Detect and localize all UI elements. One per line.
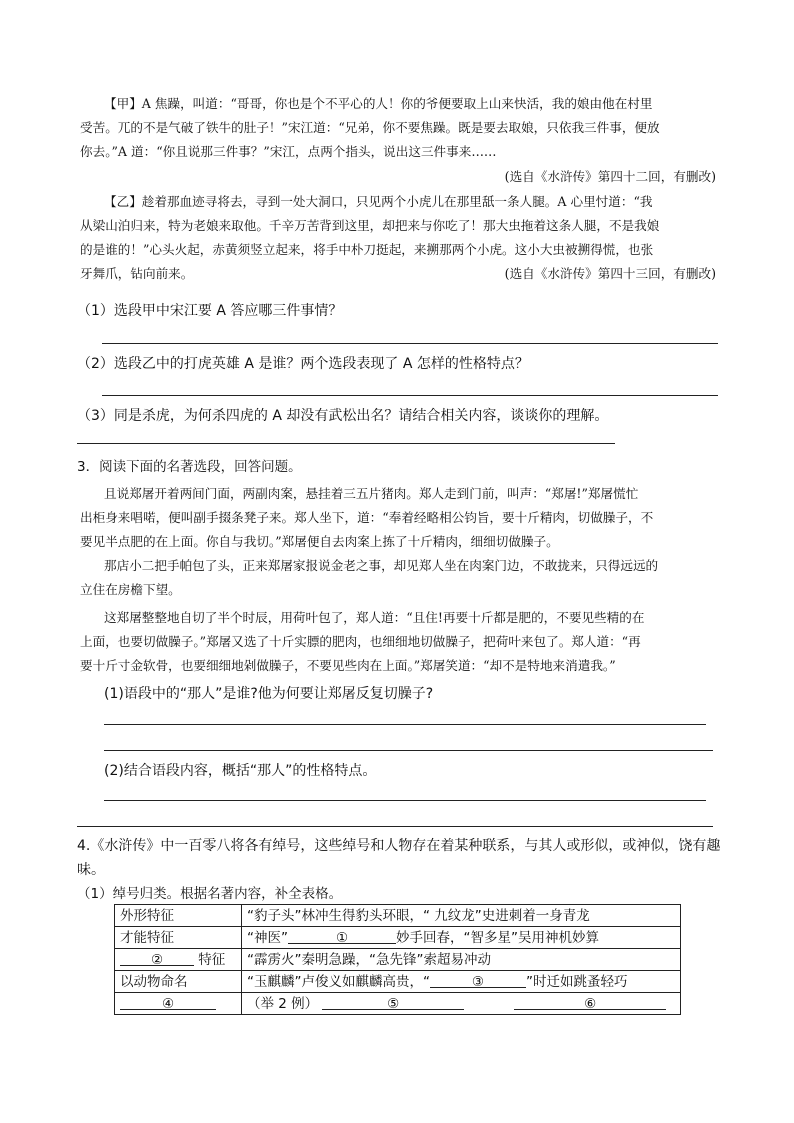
sec4-subquestion: （1）绰号归类。根据名著内容，补全表格。 [77, 886, 343, 902]
category-cell: 才能特征 [115, 927, 242, 949]
category-cell [115, 993, 242, 1015]
answer-line[interactable] [102, 343, 718, 344]
fill-blank-1[interactable] [288, 929, 396, 944]
blank-number: ③ [471, 973, 485, 990]
cell-text: （举 2 例） [247, 995, 319, 1012]
category-cell [115, 949, 242, 971]
cell-text: 妙手回春，“智多星”吴用神机妙算 [396, 929, 599, 946]
jia-line-2: 受苦。兀的不是气破了铁牛的肚子！”宋江道：“兄弟，你不要焦躁。既是要去取娘，只依我三件事，便放 [80, 120, 660, 135]
answer-line[interactable] [77, 826, 713, 827]
yi-source: (选自《水浒传》第四十三回，有删改) [504, 266, 716, 281]
example-cell [242, 971, 681, 993]
answer-line[interactable] [104, 800, 706, 801]
sec3-p3-line-3: 要十斤寸金软骨，也要细细地剁做臊子，不要见些肉在上面。”郑屠笑道：“却不是特地来消遣我。” [80, 658, 616, 673]
fill-blank-4[interactable] [120, 995, 216, 1010]
yi-line-2: 从梁山泊归来，特为老娘来取他。千辛万苦背到这里，却把来与你吃了！那大虫拖着这条人腿，不是我娘 [80, 218, 660, 233]
cell-text: 特征 [198, 951, 226, 968]
category-cell: 以动物命名 [115, 971, 242, 993]
sec3-p1-line-2: 出柜身来唱喏，便叫副手掇条凳子来。郑人坐下，道：“奉着经略相公钧旨，要十斤精肉，切做臊子，不 [80, 510, 654, 525]
sec3-question-2: (2)结合语段内容，概括“那人”的性格特点。 [104, 763, 377, 779]
blank-number: ① [335, 929, 349, 946]
yi-line-1: 【乙】趁着那血迹寻将去，寻到一处大洞口，只见两个小虎儿在那里舐一条人腿。A 心里忖道：“我 [104, 194, 653, 209]
sec3-p2-line-2: 立住在房檐下望。 [80, 582, 181, 597]
sec3-p2-line-1: 那店小二把手帕包了头，正来郑屠家报说金老之事，却见郑人坐在肉案门边，不敢拢来，只得远远的 [104, 558, 659, 573]
jia-source: (选自《水浒传》第四十二回，有删改) [504, 169, 716, 184]
answer-line[interactable] [104, 724, 706, 725]
sec4-intro-line-2: 味。 [77, 862, 105, 878]
fill-blank-5[interactable] [322, 995, 464, 1010]
answer-line[interactable] [77, 443, 615, 444]
sec3-title: 3．阅读下面的名著选段，回答问题。 [77, 459, 302, 475]
fill-blank-3[interactable] [430, 973, 526, 988]
yi-line-3: 的是谁的！”心头火起，赤黄须竖立起来，将手中朴刀挺起，来搠那两个小虎。这小大虫被搠得慌，也张 [80, 242, 654, 257]
sec3-p3-line-1: 这郑屠整整地自切了半个时辰，用荷叶包了，郑人道：“且住!再要十斤都是肥的，不要见些精的在 [104, 610, 645, 625]
table-row [115, 949, 681, 971]
sec3-p3-line-2: 上面，也要切做臊子。”郑屠又选了十斤实膘的肥肉，也细细地切做臊子，把荷叶来包了。郑人道：“再 [80, 634, 641, 649]
table-row [115, 905, 681, 927]
blank-number: ④ [161, 995, 175, 1012]
example-cell [242, 993, 681, 1015]
sec2-question-3: （3）同是杀虎，为何杀四虎的 A 却没有武松出名？请结合相关内容，谈谈你的理解。 [77, 408, 609, 424]
sec3-question-1: (1)语段中的“那人”是谁?他为何要让郑屠反复切臊子? [104, 686, 434, 702]
cell-text: ”时迁如跳蚤轻巧 [525, 973, 628, 990]
example-cell [242, 927, 681, 949]
nickname-table [114, 904, 681, 1015]
sec4-intro-line-1: 4.《水浒传》中一百零八将各有绰号，这些绰号和人物存在着某种联系，与其人或形似，或神似，饶有趣 [77, 838, 721, 854]
category-cell: 外形特征 [115, 905, 242, 927]
sec2-question-1: （1）选段甲中宋江要 A 答应哪三件事情？ [77, 303, 343, 319]
blank-number: ⑤ [387, 995, 400, 1012]
table-row [115, 971, 681, 993]
jia-line-1: 【甲】A 焦躁，叫道：“哥哥，你也是个不平心的人！你的爷便要取上山来快活，我的娘由他在村里 [104, 96, 653, 111]
cell-text: “神医” [247, 929, 288, 946]
sec2-question-2: （2）选段乙中的打虎英雄 A 是谁？两个选段表现了 A 怎样的性格特点？ [77, 356, 529, 372]
table-row [115, 927, 681, 949]
cell-text: “玉麒麟”卢俊义如麒麟高贵，“ [247, 973, 430, 990]
sec3-p1-line-3: 要见半点肥的在上面。你自与我切。”郑屠便自去肉案上拣了十斤精肉，细细切做臊子。 [80, 534, 559, 549]
example-cell: “霹雳火”秦明急躁，“急先锋”索超易冲动 [242, 949, 681, 971]
blank-number: ② [150, 951, 164, 968]
blank-number: ⑥ [584, 995, 597, 1012]
example-cell: “豹子头”林冲生得豹头环眼，“ 九纹龙”史进刺着一身青龙 [242, 905, 681, 927]
fill-blank-2[interactable] [120, 951, 194, 966]
jia-line-3: 你去。”A 道：“你且说那三件事？”宋江，点两个指头，说出这三件事来…… [80, 144, 497, 159]
sec3-p1-line-1: 且说郑屠开着两间门面，两副肉案，悬挂着三五片猪肉。郑人走到门前，叫声：“郑屠!”郑屠慌忙 [104, 486, 639, 501]
answer-line[interactable] [104, 750, 713, 751]
fill-blank-6[interactable] [514, 995, 666, 1010]
answer-line[interactable] [102, 395, 718, 396]
table-row [115, 993, 681, 1015]
yi-line-4: 牙舞爪，钻向前来。 [80, 266, 194, 281]
